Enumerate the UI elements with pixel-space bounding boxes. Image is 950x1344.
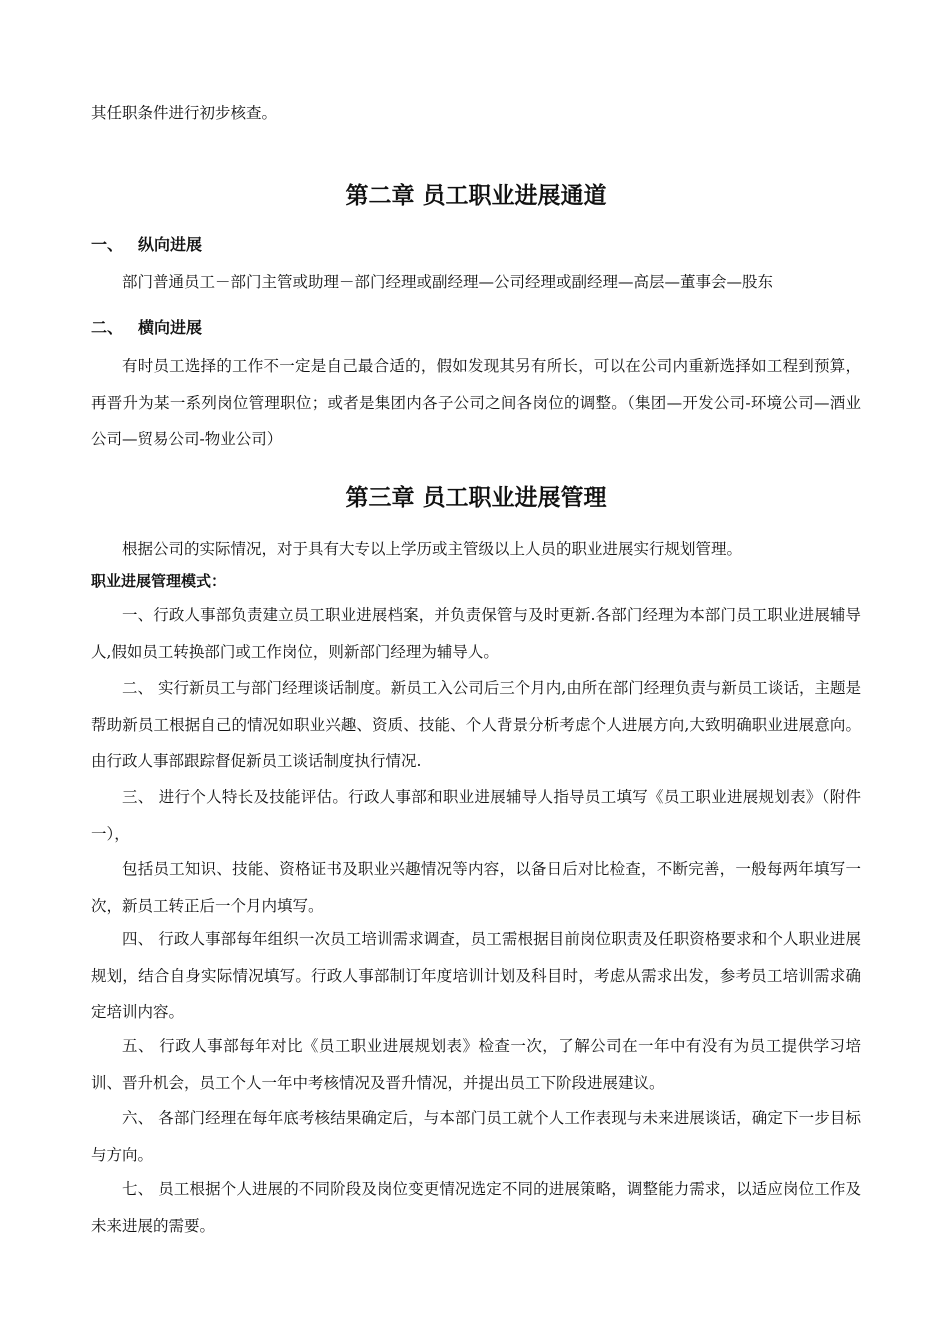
chapter3-intro: 根据公司的实际情况，对于具有大专以上学历或主管级以上人员的职业进展实行规划管理。 (122, 540, 743, 558)
section-vertical-heading (91, 230, 202, 260)
mode-label: 职业进展管理模式： (91, 572, 227, 590)
intro-line: 其任职条件进行初步核查。 (91, 104, 278, 122)
paragraph-6: 六、 各部门经理在每年底考核结果确定后，与本部门员工就个人工作表现与未来进展谈话，确定下一步目标与方向。 (91, 1109, 861, 1164)
section-number: 一、 (91, 235, 124, 254)
paragraph-3: 三、 进行个人特长及技能评估。行政人事部和职业进展辅导人指导员工填写《员工职业进展规划表》（附件一）， (91, 788, 861, 843)
paragraph-2: 二、 实行新员工与部门经理谈话制度。新员工入公司后三个月内,由所在部门经理负责与新员工谈话，主题是帮助新员工根据自己的情况如职业兴趣、资质、技能、个人背景分析考虑个人进展方向,大致明确职业进展意向。由行政人事部跟踪督促新员工谈话制度执行情况. (91, 679, 861, 770)
paragraph-4: 四、 行政人事部每年组织一次员工培训需求调查，员工需根据目前岗位职责及任职资格要求和个人职业进展规划，结合自身实际情况填写。行政人事部制订年度培训计划及科目时，考虑从需求出发，参考员工培训需求确定培训内容。 (91, 930, 861, 1021)
section-title: 纵向进展 (138, 235, 203, 254)
section-number: 二、 (91, 318, 124, 337)
horizontal-path-text: 有时员工选择的工作不一定是自己最合适的，假如发现其另有所长，可以在公司内重新选择如工程到预算，再晋升为某一系列岗位管理职位；或者是集团内各子公司之间各岗位的调整。（集团—开发公司-环境公司—酒业公司—贸易公司-物业公司） (91, 357, 861, 448)
section-horizontal-heading (91, 313, 202, 343)
paragraph-5: 五、 行政人事部每年对比《员工职业进展规划表》检查一次，了解公司在一年中有没有为员工提供学习培训、晋升机会，员工个人一年中考核情况及晋升情况，并提出员工下阶段进展建议。 (91, 1037, 861, 1092)
chapter2-title: 第二章 员工职业进展通道 (345, 183, 607, 209)
paragraph-3-continued: 包括员工知识、技能、资格证书及职业兴趣情况等内容，以备日后对比检查，不断完善，一般每两年填写一次，新员工转正后一个月内填写。 (91, 860, 861, 915)
paragraph-7: 七、 员工根据个人进展的不同阶段及岗位变更情况选定不同的进展策略，调整能力需求，以适应岗位工作及未来进展的需要。 (91, 1180, 861, 1235)
section-title: 横向进展 (138, 318, 203, 337)
paragraph-1: 一、行政人事部负责建立员工职业进展档案，并负责保管与及时更新.各部门经理为本部门员工职业进展辅导人,假如员工转换部门或工作岗位，则新部门经理为辅导人。 (91, 606, 861, 661)
chapter3-title: 第三章 员工职业进展管理 (345, 485, 607, 511)
vertical-path-text: 部门普通员工－部门主管或助理－部门经理或副经理—公司经理或副经理—高层—董事会—股东 (122, 273, 774, 291)
